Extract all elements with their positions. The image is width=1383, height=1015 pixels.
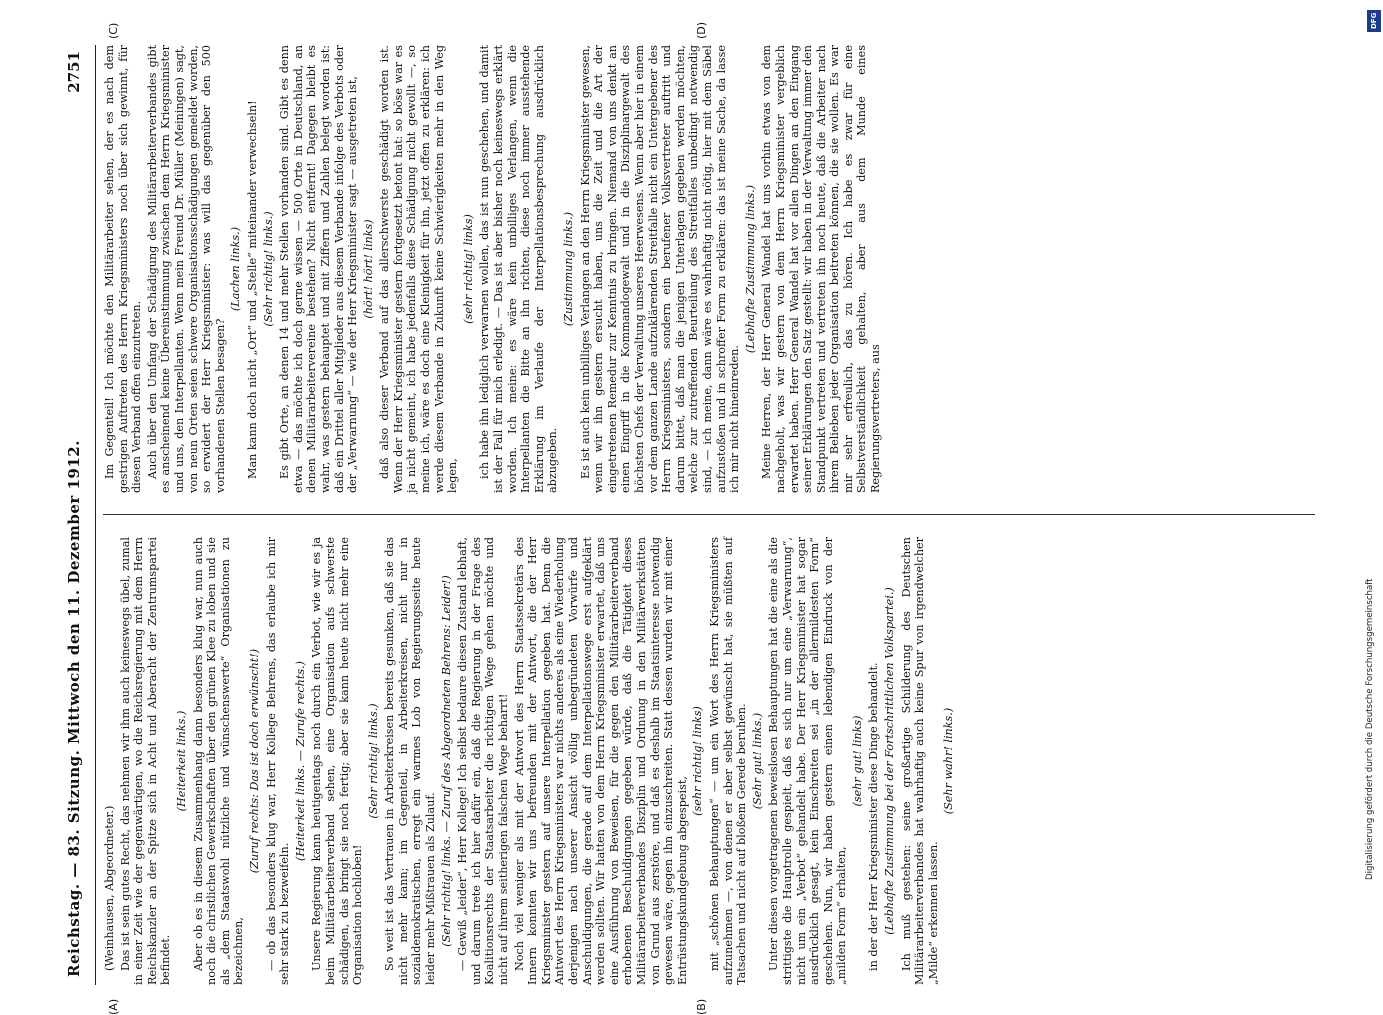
interjection: (Sehr wahr! links.) (942, 707, 956, 815)
interjection: (Heiterkeit links.) (174, 710, 188, 812)
interjection: (Sehr richtig! links.) (366, 703, 380, 819)
interjection: (Lachen links.) (229, 226, 243, 312)
interjection: (hört! hört! links) (361, 219, 375, 319)
interjection: (sehr richtig! links) (461, 214, 475, 324)
header-title: Reichstag. — 83. Sitzung. Mittwoch den 11. Dezember 1912. (65, 440, 83, 977)
paragraph: Es gibt Orte, an denen 14 und mehr Stellen vorhanden sind. Gibt es denn etwa — das möchte ich doch gerne wissen — 500 Orte in Deutschland, an denen Militärarbeitervereine bestehen? Nicht entfernt! Dagegen bleibt es wahr, was gestern behauptet und mit Ziffern und Zahlen belegt worden ist: daß ein Drittel aller Mitglieder aus diesem Verbande infolge des Verbots oder der „Verwarnung“ — wie der Herr Kriegsminister sagt — ausgetreten ist, (278, 45, 360, 493)
right-column (103, 45, 1315, 493)
left-column (103, 537, 1315, 985)
interjection: (Zustimmung links.) (562, 211, 575, 327)
paragraph: daß also dieser Verband auf das allerschwerste geschädigt worden ist. Wenn der Herr Kriegsminister gestern fortgesetzt betont hat: so böse war es ja nicht gemeint, ich habe jedenfalls diese Schädigung nicht gewollt —, so meine ich, wäre es doch eine Kleinigkeit für ihn, jetzt offen zu erklären: ich werde diesem Verbande in Zukunft keine Schwierigkeiten mehr in den Weg legen, (378, 45, 460, 493)
paragraph: in der der Herr Kriegsminister diese Dinge behandelt. (867, 662, 881, 971)
paragraph: Das ist sein gutes Recht, das nehmen wir ihm auch keineswegs übel, zumal in einer Zeit wie der gegenwärtigen, wo die Reichsregierung mit dem Herrn Reichskanzler an der Spitze sich in Acht und Aberacht der Zentrumspartei befindet. (118, 537, 173, 985)
interjection: (Lebhafte Zustimmung links.) (743, 184, 757, 354)
column-divider (103, 514, 1315, 515)
page-number: 2751 (65, 51, 83, 93)
interjection: (Heiterkeit links. — Zurufe rechts.) (293, 661, 307, 861)
interjection: (Sehr gut! links.) (750, 712, 764, 810)
paragraph: Im Gegenteil! Ich möchte den Militärarbeiter sehen, der es nach dem gestrigen Auftreten des Herrn Kriegsministers noch über sich gewinnt, für diesen Verband offen einzutreten. (103, 45, 144, 493)
interjection: (Zuruf rechts: Das ist doch erwünscht!) (247, 648, 261, 874)
paragraph: Unsere Regierung kann heutigentags noch durch ein Verbot, wie wir es ja beim Militärarbeiterverband sehen, eine Organisation aufs schwerste schädigen, das bringt sie noch fertig; aber sie kann heute nicht mehr eine Organisation hochloben! (310, 537, 365, 985)
paragraph: — Gewiß „leider“, Herr Kollege! Ich selbst bedaure diesen Zustand lebhaft, und darum trete ich hier dafür ein, daß die Regierung in der Frage des Koalitionsrechts der Staatsarbeiter die richtigen Wege gehen möchte und nicht auf ihrem seitherigen falschen Wege beharrt! (456, 537, 511, 985)
page-header (55, 45, 96, 985)
paragraph: ich habe ihn lediglich verwarnen wollen, das ist nun geschehen, und damit ist der Fall für mich erledigt. — Das ist aber bisher noch keineswegs erklärt worden. Ich meine: es wäre kein unbilliges Verlangen, wenn die Interpellanten die Bitte an ihn richten, diese noch immer ausstehende Erklärung im Verlaufe der Interpellationsbesprechung ausdrücklich abzugeben. (478, 45, 560, 493)
paragraph: mit „schönen Behauptungen“ — um ein Wort des Herrn Kriegsministers aufzunehmen —, von denen er aber selbst gewünscht hat, sie müßten auf Tatsachen und nicht auf bloßem Gerede beruhen. (707, 537, 749, 985)
rotated-sheet (55, 21, 1325, 1015)
paragraph: Unter diesen vorgetragenen beweislosen Behauptungen hat die eine als die strittigste die Hauptrolle gespielt, daß es sich nur um eine „Verwarnung“, nicht um ein „Verbot“ gehandelt habe. Der Herr Kriegsminister hat sogar ausdrücklich gesagt, kein Einschreiten sei „in der allermildesten Form“ geschehen. Nun, wir haben gestern einen lebendigen Eindruck von der „milden Form“ erhalten, (767, 537, 849, 985)
paragraph: Auch über den Umfang der Schädigung des Militärarbeiterverbandes gibt es anscheinend keine Übereinstimmung zwischen dem Herrn Kriegsminister und uns, den Interpellanten. Wenn mein Freund Dr. Müller (Meiningen) sagt, von neun Orten seien schwere Organisationsschädigungen gemeldet worden, so erwidert der Herr Kriegsminister: was will das gegenüber den 500 vorhandenen Stellen besagen? (145, 45, 227, 493)
interjection: (Sehr richtig! links. — Zuruf des Abgeordneten Behrens: Leider!) (439, 575, 453, 947)
dfg-logo: DFG (1367, 10, 1381, 32)
interjection: (Sehr richtig! links.) (261, 211, 275, 327)
paragraph: — ob das besonders klug war, Herr Kollege Behrens, das erlaube ich mir sehr stark zu bezweifeln. (264, 537, 292, 985)
paragraph: (Weinhausen, Abgeordneter.) (103, 805, 116, 971)
margin-marker-c: (C) (107, 22, 120, 39)
paragraph: Aber ob es in diesem Zusammenhang dann besonders klug war, nun auch noch die christlichen Gewerkschaften über den grünen Klee zu loben und sie als „dem Staatswohl nützliche und wünschenswerte“ Organisationen zu bezeichnen, (191, 537, 246, 985)
paragraph: Noch viel weniger als mit der Antwort des Herrn Staatssekretärs des Innern konnten wir uns befreunden mit der Antwort, die der Herr Kriegsminister gestern auf unsere Interpellation gegeben hat. Denn die Antwort des Herrn Kriegsministers war nichts anderes als eine Wiederholung derjenigen nach unserer Ansicht völlig unbegründeten Vorwürfe und Anschuldigungen, die gerade auf dem Interpellationswege erst aufgeklärt werden sollten. Wir hatten von dem Herrn Kriegsminister erwartet, daß uns eine Ausführung von Beweisen, für die gegen den Militärarbeiterverband erhobenen Beschuldigungen gegeben würde, daß die Tätigkeit dieses Militärarbeiterverbandes Disziplin und Ordnung in den Militärwerkstätten von Grund aus zerstöre, und daß es deshalb im Staatsinteresse notwendig gewesen wäre, gegen ihn einzuschreiten. Statt dessen wurden wir mit einer Entrüstungskundgebung abgespeist, (512, 537, 689, 985)
paragraph: Es ist auch kein unbilliges Verlangen an den Herrn Kriegsminister gewesen, wenn wir ihn gestern ersucht haben, uns die Zeit und die Art der eingetretenen Remedur zur Kenntnis zu bringen. Niemand von uns denkt an einen Eingriff in die Kommandogewalt und in die Disziplinargewalt des höchsten Chefs der Verwaltung unseres Heerwesens. Wenn aber hier in einem vor dem ganzen Lande aufzuklärenden Streitfalle nicht ein Untergebener des Herrn Kriegsministers, sondern ein berufener Volksvertreter auftritt und darum bittet, daß man die jenigen Unterlagen gegeben werden möchten, welche zur zutreffenden Beurteilung des Streitfalles unbedingt notwendig sind, — ich meine, dann wäre es wahrhaftig nicht nötig, hier mit dem Säbel aufzustoßen und in schroffer Form zu erklären: das ist meine Sache, da lasse ich mir nicht hineinreden. (578, 45, 742, 493)
interjection: (sehr gut! links) (850, 715, 864, 807)
margin-marker-b: (B) (695, 998, 708, 1015)
margin-marker-d: (D) (695, 21, 708, 39)
paragraph: Man kann doch nicht „Ort“ und „Stelle“ miteinander verwechseln! (245, 100, 259, 479)
interjection: (sehr richtig! links) (691, 706, 705, 816)
interjection: (Lebhafte Zustimmung bei der Fortschrittlichen Volkspartei.) (883, 587, 897, 935)
margin-marker-a: (A) (107, 998, 120, 1015)
paragraph: Ich muß gestehen: seine großartige Schilderung des Deutschen Militärarbeiterverbandes hat wahrhaftig auch keine Spur von irgendwelcher „Milde“ erkennen lassen. (899, 537, 940, 985)
digitization-note: Digitalisierung gefördert durch die Deutsche Forschungsgemeinschaft (1365, 578, 1375, 880)
paragraph: Meine Herren, der Herr General Wandel hat uns vorhin etwas von dem nachgeholt, was wir gestern von dem Herrn Kriegsminister vergeblich erwartet haben. Herr General Wandel hat vor allen Dingen an den Eingang seiner Erklärungen den Satz gestellt: wir haben in der Verwaltung immer den Standpunkt vertreten und vertreten ihn noch heute, daß die Arbeiter nach ihrem Belieben jeder Organisation beitreten können, die sie wollen. Es war mir sehr erfreulich, das zu hören. Ich habe es zwar für eine Selbstverständlichkeit gehalten, aber aus dem Munde eines Regierungsvertreters, aus (760, 45, 883, 493)
paragraph: So weit ist das Vertrauen in Arbeiterkreisen bereits gesunken, daß sie das nicht mehr kann; im Gegenteil, in Arbeiterkreisen, nicht nur in sozialdemokratischen, erregt ein warmes Lob von Regierungsseite heute leider mehr Mißtrauen als Zulauf. (383, 537, 438, 985)
